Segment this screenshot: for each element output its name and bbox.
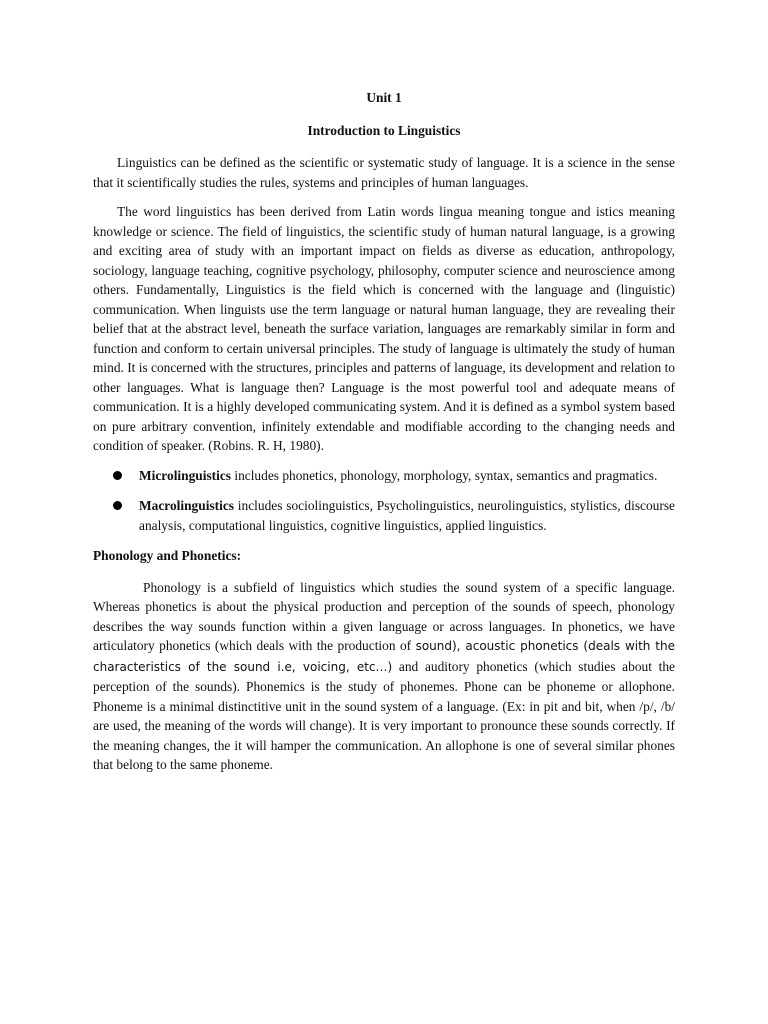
phonology-paragraph: [93, 578, 675, 775]
list-item-microlinguistics: [93, 466, 675, 486]
microlinguistics-description: includes phonetics, phonology, morphology, syntax, semantics and pragmatics.: [231, 467, 658, 483]
chapter-title: Introduction to Linguistics: [307, 123, 461, 138]
term-microlinguistics: Microlinguistics: [139, 467, 231, 483]
etymology-paragraph: The word linguistics has been derived from Latin words lingua meaning tongue and istics meaning knowledge or science. The field of linguistics, the scientific study of human natural language, is a growing and exciting area of study with an important impact on fields as diverse as education, anthropology, sociology, language teaching, cognitive psychology, philosophy, computer science and neuroscience among others. Fundamentally, Linguistics is the field which is concerned with the language and (linguistic) communication. When linguists use the term language or natural human language, they are revealing their belief that at the abstract level, beneath the surface variation, languages are remarkably similar in form and function and conform to certain universal principles. The study of language is ultimately the study of human mind. It is concerned with the structures, principles and patterns of language, its development and relation to other languages. What is language then? Language is the most powerful tool and adequate means of communication. It is a highly developed communicating system. And it is defined as a symbol system based on pure arbitrary convention, infinitely extendable and modifiable according to the changing needs and condition of speaker. (Robins. R. H, 1980).: [93, 204, 675, 453]
section-heading: Phonology and Phonetics:: [93, 548, 242, 563]
term-macrolinguistics: Macrolinguistics: [139, 498, 234, 513]
phonology-text-part1: Phonology is a subfield of linguistics which studies the sound system of a specific language. Whereas phonetics is about the physical production and perception of the sounds of speech, phonology describes the way sounds function within a given language or across languages. In phonetics, we have articulatory phonetics (which deals with the production of: [93, 579, 675, 653]
list-item-macrolinguistics: [93, 496, 675, 535]
macrolinguistics-description: includes sociolinguistics, Psycholinguistics, neurolinguistics, stylistics, discourse analysis, computational linguistics, cognitive linguistics, applied linguistics.: [139, 498, 675, 533]
branches-list: [93, 466, 675, 536]
phonology-text-part3: and auditory phonetics (which studies about the perception of the sounds). Phonemics is the study of phonemes. Phone can be phoneme or allophone. Phoneme is a minimal distinctitive unit in the sound system of a language. (Ex: in pit and bit, when /p/, /b/ are used, the meaning of the words will change). It is very important to pronounce these sounds correctly. If the meaning changes, the it will hamper the communication. An allophone is one of several similar phones that belong to the same phoneme.: [93, 658, 676, 772]
unit-title: Unit 1: [366, 90, 402, 105]
bullet-dot-icon: [113, 471, 122, 480]
bullet-dot-icon: [113, 501, 122, 510]
document-page: [93, 88, 675, 785]
phonology-text-part2: sound), acoustic phonetics (deals with the characteristics of the sound i.e, voicing, etc…): [93, 639, 675, 674]
intro-paragraph: Linguistics can be defined as the scientific or systematic study of language. It is a science in the sense that it scientifically studies the rules, systems and principles of human languages.: [93, 155, 675, 190]
